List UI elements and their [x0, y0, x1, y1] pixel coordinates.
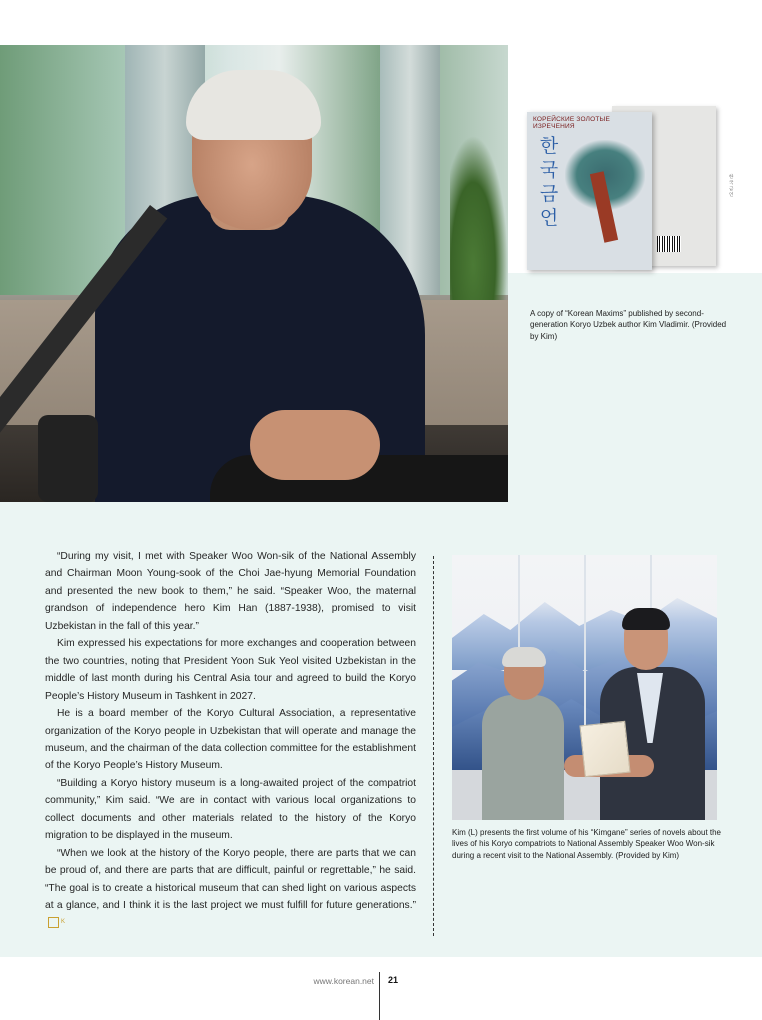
book-back-text: 한 국 금 언	[729, 174, 734, 197]
photo-person-right-hair	[622, 608, 670, 630]
book-title-russian: КОРЕЙСКИЕ ЗОЛОТЫЕ ИЗРЕЧЕНИЯ	[533, 116, 611, 130]
footer-website: www.korean.net	[313, 976, 374, 986]
book-title-char: 한	[539, 135, 559, 157]
photo-book	[579, 721, 630, 778]
article-paragraph: “Building a Koryo history museum is a long-awaited project of the compatriot community,” Kim said. “We are in contact with various local organizations to collect documents and other materials related to the history of the Koryo migration to be displayed in the museum.	[45, 777, 416, 842]
article-paragraph-text: “When we look at the history of the Koryo people, there are parts that we can be proud of, and there are parts that are difficult, painful or regrettable,” he said. “The goal is to create a historical museum that can shed light on various aspects at a glance, and I think it is the last project we must fulfill for future generations.”	[45, 847, 416, 912]
article-paragraph-last	[45, 845, 416, 932]
book-title-korean	[537, 134, 561, 230]
article-body	[45, 548, 416, 932]
photo-person-hair	[186, 70, 321, 140]
portrait-photo	[0, 45, 508, 502]
article-paragraph: “During my visit, I met with Speaker Woo Won-sik of the National Assembly and Chairman Moon Young-sook of the Choi Jae-hyung Memorial Foundation and presented the new book to them,” he said. “Speaker Woo, the maternal grandson of independence hero Kim Han (1887-1938), promised to visit Uzbekistan in the fall of this year.”	[45, 551, 416, 632]
meeting-photo	[452, 555, 717, 820]
column-divider	[433, 556, 434, 936]
book-title-char: 금	[539, 183, 559, 205]
photo-bag	[38, 415, 98, 502]
photo-person-left-hair	[502, 647, 546, 667]
article-paragraph: Kim expressed his expectations for more exchanges and cooperation between the two countries, noting that President Yoon Suk Yeol visited Uzbekistan in the middle of last month during his Central Asia tour and agreed to build the Koryo People’s History Museum in Tashkent in 2027.	[45, 638, 416, 702]
book-barcode	[657, 236, 681, 252]
book-title-char: 국	[539, 159, 559, 181]
book-photo	[508, 100, 762, 273]
photo-person-left-body	[482, 695, 564, 820]
footer-separator	[379, 972, 380, 1020]
book-photo-caption: A copy of “Korean Maxims” published by second-generation Koryo Uzbek author Kim Vladimir. (Provided by Kim)	[530, 309, 727, 341]
page-number: 21	[388, 975, 399, 985]
book-front-cover	[527, 112, 652, 270]
meeting-photo-caption: Kim (L) presents the first volume of his “Kimgane” series of novels about the lives of his Koryo compatriots to National Assembly Speaker Woo Won-sik during a recent visit to the National Assembly. (Provided by Kim)	[452, 828, 722, 860]
photo-person-hand	[250, 410, 380, 480]
book-title-char: 언	[539, 207, 559, 229]
article-paragraph: He is a board member of the Koryo Cultural Association, a representative organization of the Koryo people in Uzbekistan that will operate and manage the museum, and the chairman of the data collection committee for the establishment of the Koryo People’s History Museum.	[45, 708, 416, 772]
end-mark-icon: K	[48, 917, 59, 928]
